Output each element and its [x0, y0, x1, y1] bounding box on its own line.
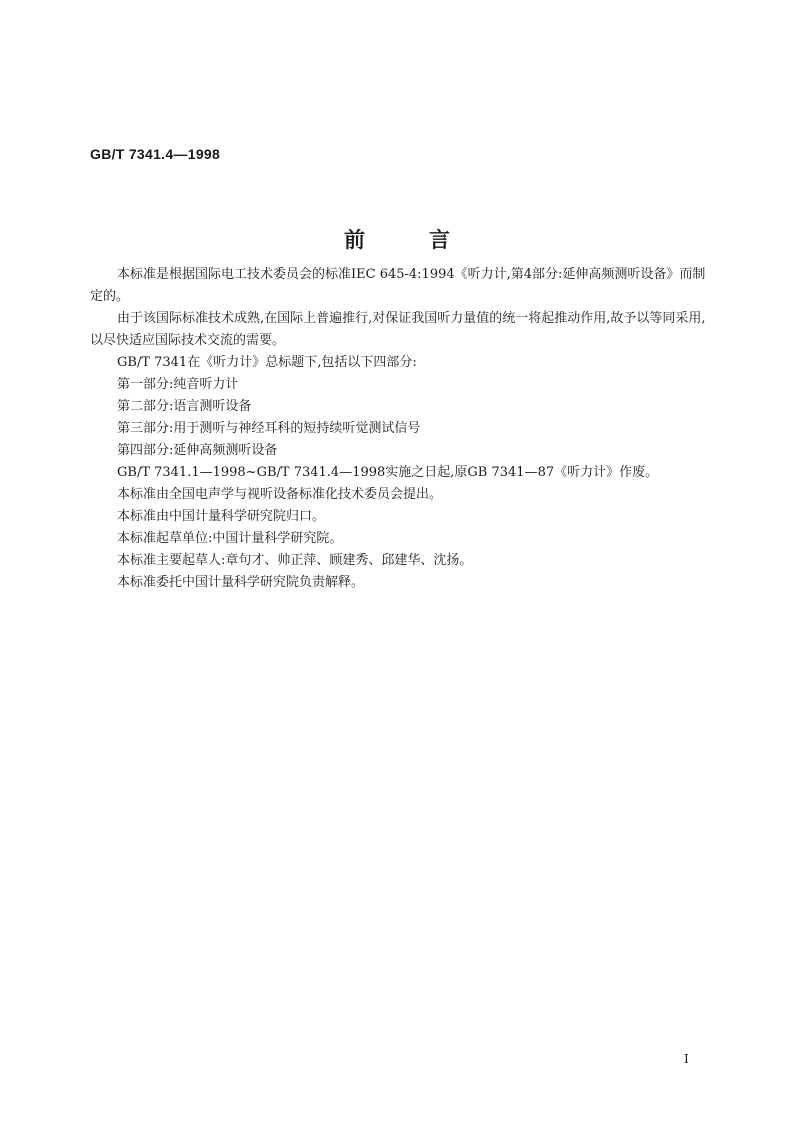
- standard-code: GB/T 7341.4—1998: [90, 146, 221, 162]
- paragraph: 由于该国际标准技术成熟,在国际上普遍推行,对保证我国听力量值的统一将起推动作用,故予以等同采用,以尽快适应国际技术交流的需要。: [90, 311, 706, 348]
- paragraph: 本标准主要起草人:章句才、帅正萍、顾建秀、邱建华、沈扬。: [117, 553, 473, 568]
- foreword-body: [90, 264, 706, 594]
- paragraph: 本标准委托中国计量科学研究院负责解释。: [117, 575, 365, 590]
- paragraph: 本标准由中国计量科学研究院归口。: [117, 509, 326, 524]
- page-title: 前言: [344, 228, 514, 252]
- paragraph: 第四部分:延伸高频测听设备: [117, 443, 278, 458]
- paragraph: 本标准由全国电声学与视听设备标准化技术委员会提出。: [117, 487, 443, 502]
- paragraph: 第三部分:用于测听与神经耳科的短持续听觉测试信号: [117, 421, 421, 436]
- paragraph: 本标准起草单位:中国计量科学研究院。: [117, 531, 343, 546]
- paragraph: 第二部分:语言测听设备: [117, 399, 252, 414]
- paragraph: GB/T 7341在《听力计》总标题下,包括以下四部分:: [117, 355, 417, 370]
- page-number: I: [684, 1052, 689, 1066]
- paragraph: GB/T 7341.1—1998~GB/T 7341.4—1998实施之日起,原GB 7341—87《听力计》作废。: [117, 465, 659, 480]
- paragraph: 第一部分:纯音听力计: [117, 377, 239, 392]
- paragraph: 本标准是根据国际电工技术委员会的标准IEC 645-4:1994《听力计,第4部分:延伸高频测听设备》而制定的。: [90, 267, 706, 304]
